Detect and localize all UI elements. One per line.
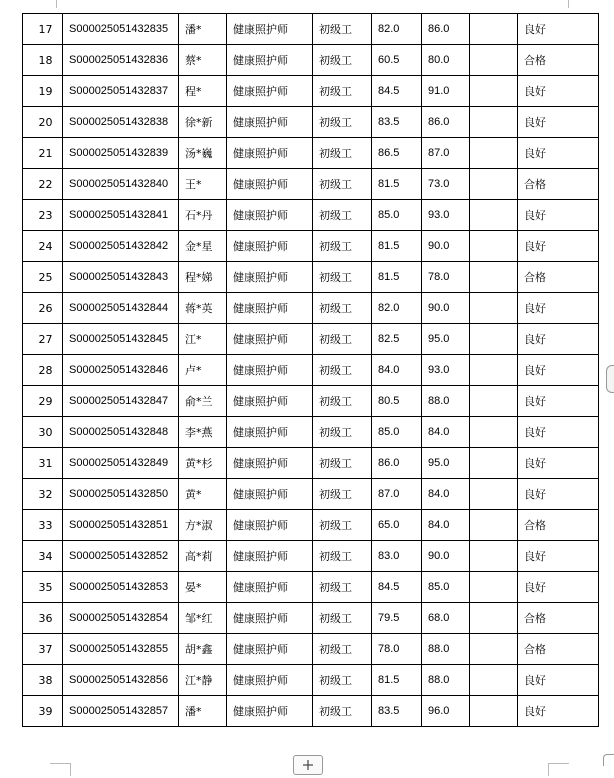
exam-id-cell: S000025051432839 bbox=[63, 138, 179, 169]
theory-score-cell: 81.5 bbox=[372, 262, 422, 293]
practical-score-cell: 88.0 bbox=[422, 634, 470, 665]
practical-score-cell: 90.0 bbox=[422, 541, 470, 572]
grade-cell: 良好 bbox=[518, 293, 599, 324]
name-cell: 程*娣 bbox=[179, 262, 227, 293]
table-row bbox=[23, 324, 599, 355]
level-cell: 初级工 bbox=[313, 634, 372, 665]
empty-cell bbox=[470, 169, 518, 200]
grade-cell: 良好 bbox=[518, 138, 599, 169]
grade-cell: 良好 bbox=[518, 355, 599, 386]
grade-cell: 良好 bbox=[518, 696, 599, 727]
exam-id-cell: S000025051432853 bbox=[63, 572, 179, 603]
theory-score-cell: 84.0 bbox=[372, 355, 422, 386]
exam-id-cell: S000025051432847 bbox=[63, 386, 179, 417]
grade-cell: 良好 bbox=[518, 14, 599, 45]
practical-score-cell: 95.0 bbox=[422, 448, 470, 479]
occupation-cell: 健康照护师 bbox=[227, 169, 313, 200]
table-handle-icon[interactable] bbox=[606, 365, 614, 393]
grade-cell: 良好 bbox=[518, 231, 599, 262]
name-cell: 徐*新 bbox=[179, 107, 227, 138]
row-number-cell: 25 bbox=[23, 262, 63, 293]
level-cell: 初级工 bbox=[313, 510, 372, 541]
name-cell: 潘* bbox=[179, 696, 227, 727]
grade-cell: 良好 bbox=[518, 665, 599, 696]
exam-id-cell: S000025051432840 bbox=[63, 169, 179, 200]
empty-cell bbox=[470, 386, 518, 417]
page-margin-mark bbox=[50, 763, 71, 776]
empty-cell bbox=[470, 696, 518, 727]
empty-cell bbox=[470, 603, 518, 634]
name-cell: 高*莉 bbox=[179, 541, 227, 572]
level-cell: 初级工 bbox=[313, 231, 372, 262]
occupation-cell: 健康照护师 bbox=[227, 696, 313, 727]
name-cell: 蔡* bbox=[179, 45, 227, 76]
theory-score-cell: 85.0 bbox=[372, 417, 422, 448]
occupation-cell: 健康照护师 bbox=[227, 262, 313, 293]
practical-score-cell: 73.0 bbox=[422, 169, 470, 200]
grade-cell: 良好 bbox=[518, 572, 599, 603]
name-cell: 黄* bbox=[179, 479, 227, 510]
grade-cell: 合格 bbox=[518, 169, 599, 200]
theory-score-cell: 81.5 bbox=[372, 231, 422, 262]
occupation-cell: 健康照护师 bbox=[227, 665, 313, 696]
occupation-cell: 健康照护师 bbox=[227, 510, 313, 541]
level-cell: 初级工 bbox=[313, 14, 372, 45]
name-cell: 程* bbox=[179, 76, 227, 107]
theory-score-cell: 85.0 bbox=[372, 200, 422, 231]
occupation-cell: 健康照护师 bbox=[227, 572, 313, 603]
row-number-cell: 39 bbox=[23, 696, 63, 727]
name-cell: 俞*兰 bbox=[179, 386, 227, 417]
exam-id-cell: S000025051432842 bbox=[63, 231, 179, 262]
row-number-cell: 19 bbox=[23, 76, 63, 107]
exam-id-cell: S000025051432844 bbox=[63, 293, 179, 324]
occupation-cell: 健康照护师 bbox=[227, 14, 313, 45]
row-number-cell: 31 bbox=[23, 448, 63, 479]
row-number-cell: 17 bbox=[23, 14, 63, 45]
empty-cell bbox=[470, 262, 518, 293]
empty-cell bbox=[470, 45, 518, 76]
grade-cell: 良好 bbox=[518, 200, 599, 231]
row-number-cell: 24 bbox=[23, 231, 63, 262]
empty-cell bbox=[470, 634, 518, 665]
practical-score-cell: 84.0 bbox=[422, 479, 470, 510]
theory-score-cell: 82.5 bbox=[372, 324, 422, 355]
occupation-cell: 健康照护师 bbox=[227, 324, 313, 355]
table-row bbox=[23, 448, 599, 479]
grade-cell: 良好 bbox=[518, 324, 599, 355]
grade-cell: 良好 bbox=[518, 76, 599, 107]
page-margin-mark bbox=[548, 763, 569, 776]
row-number-cell: 38 bbox=[23, 665, 63, 696]
resize-corner-icon[interactable] bbox=[603, 754, 614, 766]
empty-cell bbox=[470, 572, 518, 603]
table-row bbox=[23, 665, 599, 696]
occupation-cell: 健康照护师 bbox=[227, 107, 313, 138]
theory-score-cell: 86.5 bbox=[372, 138, 422, 169]
exam-id-cell: S000025051432838 bbox=[63, 107, 179, 138]
exam-id-cell: S000025051432852 bbox=[63, 541, 179, 572]
practical-score-cell: 78.0 bbox=[422, 262, 470, 293]
name-cell: 蒋*英 bbox=[179, 293, 227, 324]
grade-cell: 合格 bbox=[518, 603, 599, 634]
occupation-cell: 健康照护师 bbox=[227, 386, 313, 417]
practical-score-cell: 91.0 bbox=[422, 76, 470, 107]
occupation-cell: 健康照护师 bbox=[227, 138, 313, 169]
empty-cell bbox=[470, 14, 518, 45]
name-cell: 方*淑 bbox=[179, 510, 227, 541]
exam-id-cell: S000025051432845 bbox=[63, 324, 179, 355]
practical-score-cell: 84.0 bbox=[422, 510, 470, 541]
practical-score-cell: 93.0 bbox=[422, 200, 470, 231]
empty-cell bbox=[470, 231, 518, 262]
empty-cell bbox=[470, 107, 518, 138]
grade-cell: 合格 bbox=[518, 262, 599, 293]
table-row bbox=[23, 138, 599, 169]
row-number-cell: 37 bbox=[23, 634, 63, 665]
empty-cell bbox=[470, 665, 518, 696]
theory-score-cell: 80.5 bbox=[372, 386, 422, 417]
row-number-cell: 18 bbox=[23, 45, 63, 76]
row-number-cell: 22 bbox=[23, 169, 63, 200]
exam-id-cell: S000025051432850 bbox=[63, 479, 179, 510]
grade-cell: 合格 bbox=[518, 45, 599, 76]
name-cell: 汤*巍 bbox=[179, 138, 227, 169]
level-cell: 初级工 bbox=[313, 665, 372, 696]
grade-cell: 合格 bbox=[518, 634, 599, 665]
table-row bbox=[23, 45, 599, 76]
practical-score-cell: 96.0 bbox=[422, 696, 470, 727]
grade-cell: 良好 bbox=[518, 107, 599, 138]
row-number-cell: 36 bbox=[23, 603, 63, 634]
occupation-cell: 健康照护师 bbox=[227, 231, 313, 262]
theory-score-cell: 83.5 bbox=[372, 696, 422, 727]
table-row bbox=[23, 200, 599, 231]
table-row bbox=[23, 107, 599, 138]
name-cell: 邹*红 bbox=[179, 603, 227, 634]
theory-score-cell: 81.5 bbox=[372, 665, 422, 696]
theory-score-cell: 83.0 bbox=[372, 541, 422, 572]
name-cell: 王* bbox=[179, 169, 227, 200]
row-number-cell: 30 bbox=[23, 417, 63, 448]
row-number-cell: 27 bbox=[23, 324, 63, 355]
theory-score-cell: 82.0 bbox=[372, 14, 422, 45]
name-cell: 潘* bbox=[179, 14, 227, 45]
practical-score-cell: 88.0 bbox=[422, 665, 470, 696]
level-cell: 初级工 bbox=[313, 107, 372, 138]
practical-score-cell: 84.0 bbox=[422, 417, 470, 448]
table-row bbox=[23, 572, 599, 603]
level-cell: 初级工 bbox=[313, 479, 372, 510]
table-row bbox=[23, 262, 599, 293]
occupation-cell: 健康照护师 bbox=[227, 293, 313, 324]
row-number-cell: 26 bbox=[23, 293, 63, 324]
grade-cell: 良好 bbox=[518, 448, 599, 479]
occupation-cell: 健康照护师 bbox=[227, 541, 313, 572]
table-row bbox=[23, 510, 599, 541]
empty-cell bbox=[470, 448, 518, 479]
practical-score-cell: 90.0 bbox=[422, 231, 470, 262]
occupation-cell: 健康照护师 bbox=[227, 200, 313, 231]
add-row-button[interactable] bbox=[293, 755, 323, 775]
grade-cell: 良好 bbox=[518, 417, 599, 448]
occupation-cell: 健康照护师 bbox=[227, 448, 313, 479]
theory-score-cell: 84.5 bbox=[372, 572, 422, 603]
grade-cell: 良好 bbox=[518, 479, 599, 510]
empty-cell bbox=[470, 541, 518, 572]
level-cell: 初级工 bbox=[313, 45, 372, 76]
table-row bbox=[23, 76, 599, 107]
occupation-cell: 健康照护师 bbox=[227, 76, 313, 107]
exam-id-cell: S000025051432855 bbox=[63, 634, 179, 665]
level-cell: 初级工 bbox=[313, 138, 372, 169]
row-number-cell: 23 bbox=[23, 200, 63, 231]
occupation-cell: 健康照护师 bbox=[227, 45, 313, 76]
theory-score-cell: 65.0 bbox=[372, 510, 422, 541]
practical-score-cell: 85.0 bbox=[422, 572, 470, 603]
empty-cell bbox=[470, 200, 518, 231]
row-number-cell: 21 bbox=[23, 138, 63, 169]
exam-id-cell: S000025051432846 bbox=[63, 355, 179, 386]
practical-score-cell: 90.0 bbox=[422, 293, 470, 324]
level-cell: 初级工 bbox=[313, 293, 372, 324]
table-row bbox=[23, 386, 599, 417]
exam-id-cell: S000025051432849 bbox=[63, 448, 179, 479]
practical-score-cell: 93.0 bbox=[422, 355, 470, 386]
plus-icon bbox=[302, 759, 314, 771]
theory-score-cell: 79.5 bbox=[372, 603, 422, 634]
name-cell: 李*燕 bbox=[179, 417, 227, 448]
theory-score-cell: 83.5 bbox=[372, 107, 422, 138]
table-row bbox=[23, 634, 599, 665]
practical-score-cell: 87.0 bbox=[422, 138, 470, 169]
practical-score-cell: 88.0 bbox=[422, 386, 470, 417]
theory-score-cell: 82.0 bbox=[372, 293, 422, 324]
theory-score-cell: 86.0 bbox=[372, 448, 422, 479]
occupation-cell: 健康照护师 bbox=[227, 355, 313, 386]
practical-score-cell: 68.0 bbox=[422, 603, 470, 634]
table-row bbox=[23, 479, 599, 510]
exam-id-cell: S000025051432837 bbox=[63, 76, 179, 107]
theory-score-cell: 87.0 bbox=[372, 479, 422, 510]
exam-id-cell: S000025051432854 bbox=[63, 603, 179, 634]
row-number-cell: 33 bbox=[23, 510, 63, 541]
occupation-cell: 健康照护师 bbox=[227, 479, 313, 510]
table-row bbox=[23, 231, 599, 262]
name-cell: 胡*鑫 bbox=[179, 634, 227, 665]
grade-cell: 良好 bbox=[518, 541, 599, 572]
table-row bbox=[23, 603, 599, 634]
empty-cell bbox=[470, 479, 518, 510]
name-cell: 江* bbox=[179, 324, 227, 355]
theory-score-cell: 78.0 bbox=[372, 634, 422, 665]
level-cell: 初级工 bbox=[313, 324, 372, 355]
empty-cell bbox=[470, 138, 518, 169]
practical-score-cell: 86.0 bbox=[422, 107, 470, 138]
exam-id-cell: S000025051432848 bbox=[63, 417, 179, 448]
table-row bbox=[23, 696, 599, 727]
grade-cell: 良好 bbox=[518, 386, 599, 417]
level-cell: 初级工 bbox=[313, 200, 372, 231]
row-number-cell: 35 bbox=[23, 572, 63, 603]
exam-id-cell: S000025051432843 bbox=[63, 262, 179, 293]
theory-score-cell: 81.5 bbox=[372, 169, 422, 200]
exam-id-cell: S000025051432841 bbox=[63, 200, 179, 231]
name-cell: 石*丹 bbox=[179, 200, 227, 231]
page-margin-mark bbox=[560, 0, 569, 8]
empty-cell bbox=[470, 293, 518, 324]
occupation-cell: 健康照护师 bbox=[227, 603, 313, 634]
level-cell: 初级工 bbox=[313, 262, 372, 293]
row-number-cell: 34 bbox=[23, 541, 63, 572]
empty-cell bbox=[470, 510, 518, 541]
level-cell: 初级工 bbox=[313, 572, 372, 603]
exam-id-cell: S000025051432836 bbox=[63, 45, 179, 76]
table-row bbox=[23, 14, 599, 45]
name-cell: 江*静 bbox=[179, 665, 227, 696]
occupation-cell: 健康照护师 bbox=[227, 634, 313, 665]
empty-cell bbox=[470, 76, 518, 107]
level-cell: 初级工 bbox=[313, 386, 372, 417]
row-number-cell: 32 bbox=[23, 479, 63, 510]
row-number-cell: 29 bbox=[23, 386, 63, 417]
level-cell: 初级工 bbox=[313, 417, 372, 448]
page-margin-mark bbox=[56, 0, 65, 8]
exam-id-cell: S000025051432856 bbox=[63, 665, 179, 696]
level-cell: 初级工 bbox=[313, 355, 372, 386]
empty-cell bbox=[470, 324, 518, 355]
table-row bbox=[23, 541, 599, 572]
row-number-cell: 20 bbox=[23, 107, 63, 138]
theory-score-cell: 60.5 bbox=[372, 45, 422, 76]
name-cell: 黄*杉 bbox=[179, 448, 227, 479]
results-table bbox=[22, 13, 599, 727]
practical-score-cell: 80.0 bbox=[422, 45, 470, 76]
grade-cell: 合格 bbox=[518, 510, 599, 541]
table-row bbox=[23, 355, 599, 386]
exam-id-cell: S000025051432851 bbox=[63, 510, 179, 541]
table-row bbox=[23, 293, 599, 324]
theory-score-cell: 84.5 bbox=[372, 76, 422, 107]
practical-score-cell: 86.0 bbox=[422, 14, 470, 45]
empty-cell bbox=[470, 355, 518, 386]
level-cell: 初级工 bbox=[313, 541, 372, 572]
name-cell: 金*星 bbox=[179, 231, 227, 262]
table-row bbox=[23, 417, 599, 448]
level-cell: 初级工 bbox=[313, 696, 372, 727]
table-row bbox=[23, 169, 599, 200]
row-number-cell: 28 bbox=[23, 355, 63, 386]
level-cell: 初级工 bbox=[313, 76, 372, 107]
level-cell: 初级工 bbox=[313, 169, 372, 200]
occupation-cell: 健康照护师 bbox=[227, 417, 313, 448]
level-cell: 初级工 bbox=[313, 448, 372, 479]
name-cell: 卢* bbox=[179, 355, 227, 386]
practical-score-cell: 95.0 bbox=[422, 324, 470, 355]
name-cell: 晏* bbox=[179, 572, 227, 603]
exam-id-cell: S000025051432857 bbox=[63, 696, 179, 727]
exam-id-cell: S000025051432835 bbox=[63, 14, 179, 45]
level-cell: 初级工 bbox=[313, 603, 372, 634]
empty-cell bbox=[470, 417, 518, 448]
